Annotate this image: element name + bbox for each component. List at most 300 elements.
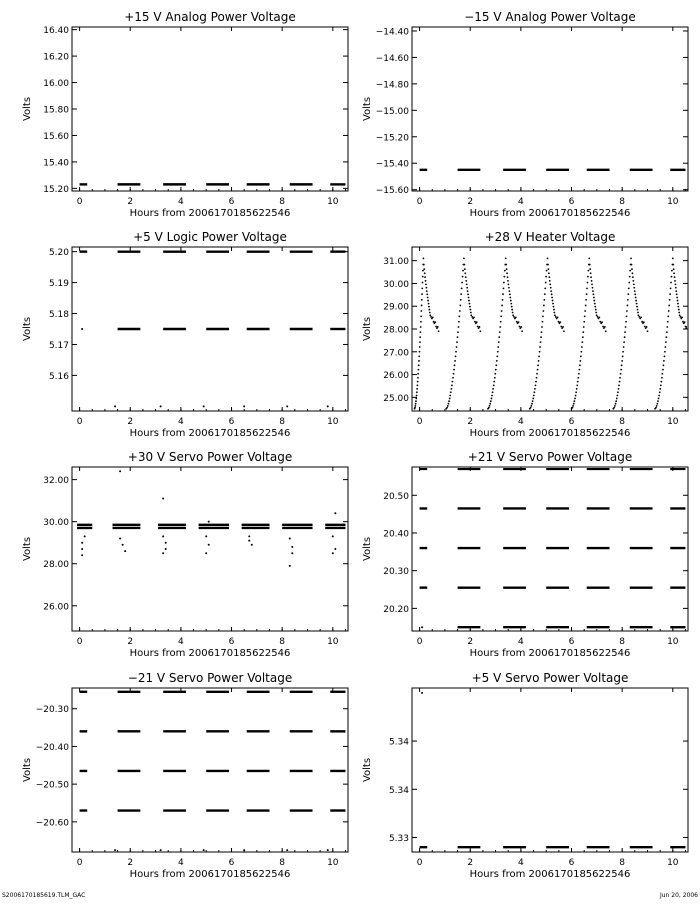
x-tick-label: 0 (76, 637, 83, 647)
data-point (550, 287, 552, 289)
data-point (465, 280, 467, 282)
chart-title: +21 V Servo Power Voltage (467, 450, 633, 464)
data-point (474, 321, 476, 323)
data-point (588, 257, 590, 259)
data-point (489, 403, 491, 405)
data-point (420, 310, 422, 312)
data-point (615, 403, 617, 405)
y-tick-label: 15.40 (43, 158, 69, 169)
y-tick-label: −20.50 (35, 780, 69, 791)
x-tick-label: 6 (228, 417, 235, 427)
plot-frame (72, 27, 348, 191)
data-point (414, 405, 416, 407)
plot-area (77, 470, 345, 567)
data-point (535, 381, 537, 383)
data-point (622, 355, 624, 357)
data-point (665, 341, 667, 343)
data-point (418, 369, 420, 371)
y-tick-label: 5.34 (388, 737, 409, 748)
data-point (81, 328, 83, 330)
x-tick-label: 2 (127, 858, 134, 868)
data-point (506, 272, 508, 274)
data-point (497, 346, 499, 348)
data-point (659, 388, 661, 390)
y-tick-label: 32.00 (43, 476, 69, 487)
data-point (661, 373, 663, 375)
data-point (458, 326, 460, 328)
chart-panel-7 (22, 671, 348, 880)
data-point (505, 257, 507, 259)
data-point (666, 331, 668, 333)
x-tick-label: 8 (619, 637, 626, 647)
data-point (165, 542, 167, 544)
plot-frame (412, 688, 688, 852)
chart-title: −15 V Analog Power Voltage (464, 10, 636, 24)
data-point (495, 369, 497, 371)
data-point (501, 310, 503, 312)
data-point (621, 360, 623, 362)
data-point (577, 377, 579, 379)
data-point (677, 303, 679, 305)
data-point (419, 346, 421, 348)
data-point (557, 316, 559, 318)
data-point (449, 395, 451, 397)
data-point (575, 391, 577, 393)
data-point (507, 276, 509, 278)
plot-frame (412, 27, 688, 191)
data-point (542, 316, 544, 318)
data-point (450, 391, 452, 393)
plot-area (414, 257, 689, 409)
data-point (635, 297, 637, 299)
data-point (416, 395, 418, 397)
data-point (636, 306, 638, 308)
data-point (539, 351, 541, 353)
y-tick-label: 16.20 (43, 52, 69, 63)
y-tick-label: −20.40 (35, 742, 69, 753)
data-point (418, 355, 420, 357)
data-point (420, 321, 422, 323)
data-point (587, 276, 589, 278)
data-point (646, 326, 648, 328)
chart-title: +5 V Servo Power Voltage (471, 671, 629, 685)
x-tick-label: 2 (127, 197, 134, 207)
data-point (419, 336, 421, 338)
y-tick-label: 20.30 (383, 567, 409, 578)
data-point (456, 346, 458, 348)
y-tick-label: 16.40 (43, 26, 69, 37)
data-point (638, 316, 640, 318)
data-point (530, 407, 532, 409)
x-tick-label: 4 (178, 417, 184, 427)
data-point (539, 346, 541, 348)
data-point (447, 405, 449, 407)
x-tick-label: 4 (178, 197, 184, 207)
y-tick-label: 28.00 (43, 560, 69, 571)
data-point (621, 364, 623, 366)
x-tick-label: 10 (327, 197, 339, 207)
data-point (425, 280, 427, 282)
data-point (496, 360, 498, 362)
data-point (203, 405, 205, 407)
data-point (593, 293, 595, 295)
data-point (545, 282, 547, 284)
data-point (417, 377, 419, 379)
x-tick-label: 8 (279, 858, 286, 868)
data-point (420, 316, 422, 318)
chart-panel-6 (362, 450, 688, 659)
data-point (613, 407, 615, 409)
y-tick-label: 5.20 (48, 248, 69, 259)
data-point (499, 326, 501, 328)
x-tick-label: 8 (619, 197, 626, 207)
data-point (418, 360, 420, 362)
data-point (455, 355, 457, 357)
y-tick-label: −15.40 (375, 159, 409, 170)
data-point (553, 306, 555, 308)
data-point (599, 321, 601, 323)
x-tick-label: 10 (667, 197, 679, 207)
y-tick-label: 5.34 (388, 785, 409, 796)
x-tick-label: 6 (568, 197, 575, 207)
y-tick-label: 15.60 (43, 131, 69, 142)
data-point (595, 309, 597, 311)
x-tick-label: 0 (76, 197, 83, 207)
data-point (421, 305, 423, 307)
x-tick-label: 2 (467, 637, 474, 647)
data-point (547, 257, 549, 259)
x-axis-label: Hours from 2006170185622546 (469, 869, 631, 880)
data-point (456, 341, 458, 343)
data-point (415, 400, 417, 402)
data-point (547, 268, 549, 270)
data-point (668, 305, 670, 307)
data-point (434, 321, 436, 323)
x-tick-label: 6 (228, 197, 235, 207)
y-tick-label: 28.00 (383, 325, 409, 336)
data-point (532, 400, 534, 402)
data-point (452, 377, 454, 379)
data-point (508, 287, 510, 289)
data-point (420, 326, 422, 328)
data-point (502, 299, 504, 301)
data-point (636, 303, 638, 305)
data-point (509, 297, 511, 299)
x-tick-label: 4 (518, 858, 524, 868)
data-point (629, 276, 631, 278)
y-axis-label: Volts (362, 316, 373, 342)
y-tick-label: 30.00 (43, 518, 69, 529)
data-point (634, 293, 636, 295)
data-point (670, 288, 672, 290)
data-point (446, 407, 448, 409)
data-point (458, 316, 460, 318)
data-point (579, 364, 581, 366)
data-point (684, 321, 686, 323)
data-point (417, 381, 419, 383)
data-point (502, 293, 504, 295)
x-tick-label: 0 (76, 858, 83, 868)
data-point (419, 351, 421, 353)
x-axis-label: Hours from 2006170185622546 (469, 208, 631, 219)
data-point (494, 377, 496, 379)
data-point (508, 290, 510, 292)
data-point (585, 305, 587, 307)
data-point (573, 400, 575, 402)
x-tick-label: 0 (416, 197, 423, 207)
data-point (84, 535, 86, 537)
data-point (435, 326, 437, 328)
chart-title: +15 V Analog Power Voltage (124, 10, 296, 24)
x-tick-label: 2 (127, 417, 134, 427)
data-point (618, 384, 620, 386)
data-point (627, 299, 629, 301)
data-point (243, 849, 245, 851)
y-tick-label: 5.16 (48, 371, 69, 382)
data-point (555, 316, 557, 318)
chart-title: +30 V Servo Power Voltage (127, 450, 293, 464)
data-point (511, 309, 513, 311)
data-point (507, 280, 509, 282)
data-point (452, 381, 454, 383)
data-point (248, 535, 250, 537)
data-point (533, 395, 535, 397)
data-point (672, 264, 674, 266)
data-point (427, 300, 429, 302)
data-point (432, 316, 434, 318)
x-tick-label: 2 (467, 858, 474, 868)
data-point (160, 405, 162, 407)
data-point (428, 303, 430, 305)
y-tick-label: 27.00 (383, 348, 409, 359)
data-point (286, 405, 288, 407)
data-point (548, 272, 550, 274)
data-point (586, 288, 588, 290)
data-point (664, 351, 666, 353)
data-point (594, 306, 596, 308)
data-point (492, 391, 494, 393)
data-point (619, 377, 621, 379)
data-point (467, 293, 469, 295)
data-point (538, 355, 540, 357)
data-point (660, 381, 662, 383)
data-point (510, 303, 512, 305)
data-point (595, 312, 597, 314)
data-point (534, 388, 536, 390)
data-point (615, 400, 617, 402)
data-point (592, 290, 594, 292)
data-point (666, 326, 668, 328)
x-tick-label: 2 (467, 417, 474, 427)
data-point (477, 326, 479, 328)
data-point (546, 270, 548, 272)
data-point (616, 395, 618, 397)
data-point (454, 360, 456, 362)
data-point (594, 303, 596, 305)
data-point (679, 314, 681, 316)
data-point (633, 287, 635, 289)
data-point (421, 299, 423, 301)
data-point (243, 405, 245, 407)
date-label: Jun 20, 2006 (659, 892, 698, 899)
chart-panel-8 (362, 671, 688, 880)
data-point (669, 299, 671, 301)
x-tick-label: 6 (228, 637, 235, 647)
data-point (677, 306, 679, 308)
y-tick-label: 5.17 (48, 340, 69, 351)
data-point (453, 373, 455, 375)
data-point (461, 282, 463, 284)
data-point (552, 303, 554, 305)
data-point (488, 407, 490, 409)
data-point (518, 321, 520, 323)
data-point (450, 388, 452, 390)
data-point (559, 321, 561, 323)
data-point (619, 381, 621, 383)
data-point (597, 316, 599, 318)
x-tick-label: 4 (178, 637, 184, 647)
data-point (532, 398, 534, 400)
data-point (554, 312, 556, 314)
data-point (623, 341, 625, 343)
data-point (637, 309, 639, 311)
data-point (119, 470, 121, 472)
data-point (672, 257, 674, 259)
data-point (503, 288, 505, 290)
data-point (448, 403, 450, 405)
data-point (334, 512, 336, 514)
data-point (332, 535, 334, 537)
data-point (537, 364, 539, 366)
data-point (417, 373, 419, 375)
data-point (665, 336, 667, 338)
x-axis-label: Hours from 2006170185622546 (469, 648, 631, 659)
data-point (641, 321, 643, 323)
x-tick-label: 10 (327, 858, 339, 868)
file-label: S2006170185619.TLM_GAC (2, 892, 86, 899)
data-point (572, 407, 574, 409)
data-point (637, 312, 639, 314)
data-point (425, 287, 427, 289)
data-point (676, 293, 678, 295)
data-point (469, 306, 471, 308)
data-point (424, 272, 426, 274)
data-point (673, 272, 675, 274)
data-point (248, 540, 250, 542)
data-point (669, 293, 671, 295)
data-point (682, 321, 684, 323)
data-point (626, 310, 628, 312)
data-point (670, 282, 672, 284)
data-point (497, 351, 499, 353)
data-point (536, 377, 538, 379)
data-point (81, 542, 83, 544)
chart-panel-3 (22, 230, 348, 439)
x-tick-label: 2 (127, 637, 134, 647)
data-point (334, 548, 336, 550)
data-point (469, 303, 471, 305)
data-point (422, 276, 424, 278)
x-axis-label: Hours from 2006170185622546 (469, 428, 631, 439)
data-point (491, 395, 493, 397)
data-point (545, 276, 547, 278)
data-point (162, 535, 164, 537)
data-point (587, 270, 589, 272)
y-tick-label: −14.80 (375, 80, 409, 91)
data-point (551, 293, 553, 295)
data-point (426, 290, 428, 292)
data-point (494, 373, 496, 375)
data-point (542, 310, 544, 312)
data-point (633, 283, 635, 285)
data-point (457, 336, 459, 338)
data-point (562, 326, 564, 328)
y-axis-label: Volts (362, 757, 373, 783)
data-point (591, 280, 593, 282)
data-point (681, 316, 683, 318)
data-point (577, 381, 579, 383)
data-point (671, 276, 673, 278)
data-point (493, 384, 495, 386)
data-point (558, 321, 560, 323)
data-point (656, 403, 658, 405)
data-point (416, 384, 418, 386)
data-point (585, 299, 587, 301)
data-point (421, 293, 423, 295)
data-point (635, 300, 637, 302)
y-tick-label: 26.00 (383, 371, 409, 382)
data-point (422, 270, 424, 272)
data-point (626, 316, 628, 318)
data-point (473, 316, 475, 318)
data-point (540, 336, 542, 338)
y-tick-label: 25.00 (383, 393, 409, 404)
data-point (491, 398, 493, 400)
data-point (586, 293, 588, 295)
y-axis-label: Volts (22, 96, 33, 122)
plot-frame (412, 247, 688, 411)
data-point (327, 849, 329, 851)
data-point (665, 346, 667, 348)
data-point (429, 312, 431, 314)
data-point (604, 326, 606, 328)
data-point (640, 316, 642, 318)
chart-title: +5 V Logic Power Voltage (133, 230, 287, 244)
data-point (656, 405, 658, 407)
data-point (625, 326, 627, 328)
data-point (291, 552, 293, 554)
data-point (664, 355, 666, 357)
data-point (623, 346, 625, 348)
data-point (424, 276, 426, 278)
data-point (624, 331, 626, 333)
y-tick-label: 5.19 (48, 279, 69, 290)
data-point (423, 264, 425, 266)
x-tick-label: 0 (416, 858, 423, 868)
y-tick-label: 20.40 (383, 529, 409, 540)
data-point (521, 330, 523, 332)
data-point (462, 270, 464, 272)
plot-area (420, 469, 686, 628)
data-point (114, 849, 116, 851)
data-point (591, 283, 593, 285)
data-point (572, 405, 574, 407)
data-point (575, 395, 577, 397)
y-axis-label: Volts (22, 316, 33, 342)
data-point (553, 309, 555, 311)
data-point (464, 272, 466, 274)
data-point (583, 321, 585, 323)
